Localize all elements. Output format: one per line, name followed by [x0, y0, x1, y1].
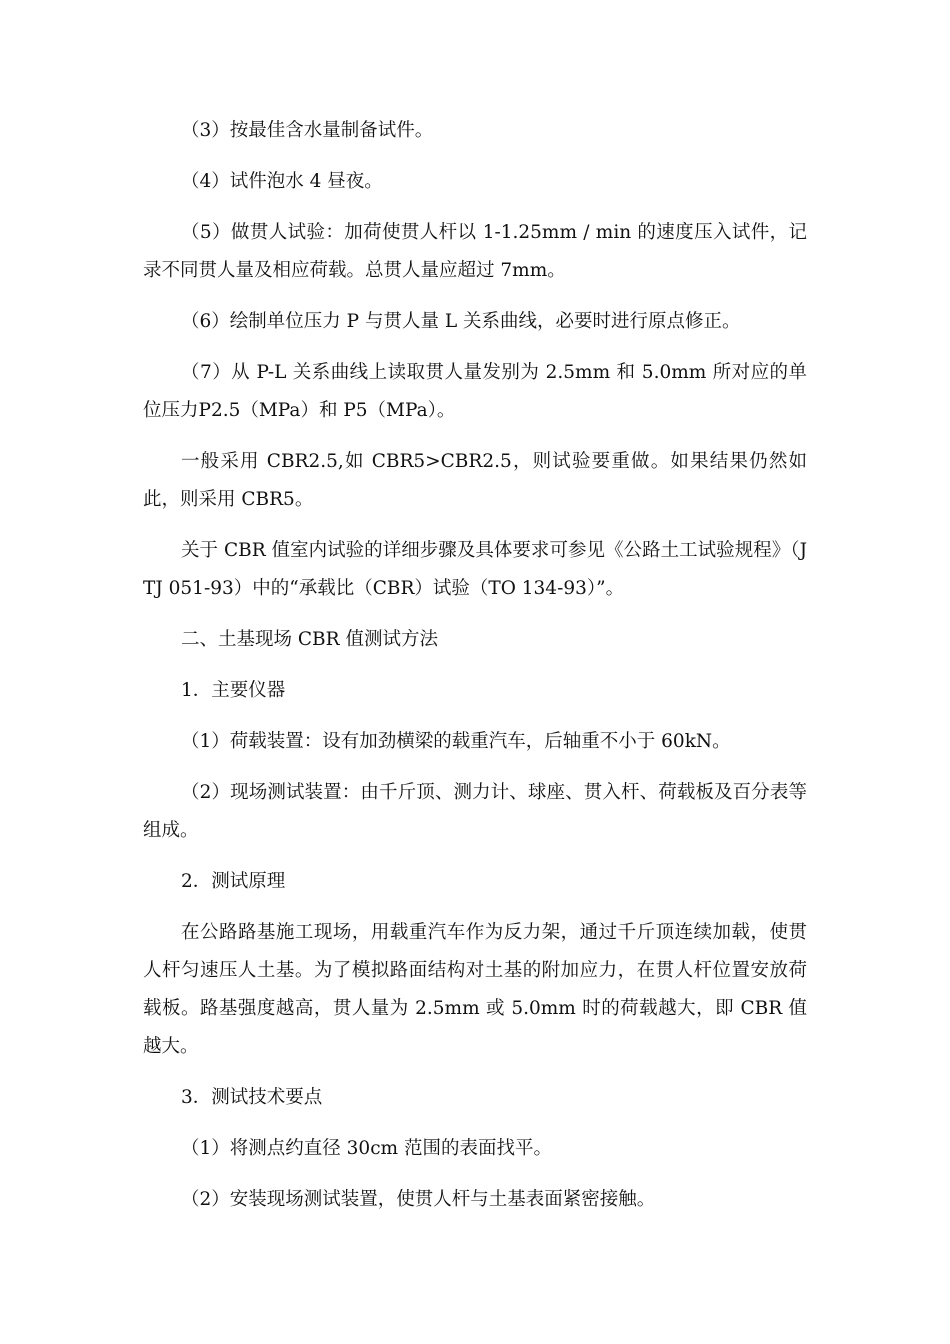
step-5-paragraph: （5）做贯人试验：加荷使贯人杆以 1-1.25mm / min 的速度压入试件，记录不同贯人量及相应荷载。总贯人量应超过 7mm。	[143, 222, 807, 281]
section-heading: 二、土基现场 CBR 值测试方法	[181, 629, 438, 650]
key-point-1-paragraph: （1）将测点约直径 30cm 范围的表面找平。	[181, 1138, 552, 1159]
document-body	[143, 112, 807, 1232]
key-point-2-paragraph: （2）安装现场测试装置，使贯人杆与土基表面紧密接触。	[181, 1189, 656, 1210]
reference-paragraph: 关于 CBR 值室内试验的详细步骤及具体要求可参见《公路土工试验规程》（JTJ 051-93）中的“承载比（CBR）试验（TO 134-93）”。	[143, 540, 807, 599]
step-7-paragraph: （7）从 P-L 关系曲线上读取贯人量发别为 2.5mm 和 5.0mm 所对应的单位压力P2.5（MPa）和 P5（MPa）。	[143, 362, 807, 421]
subsection-heading-principle: 2．测试原理	[181, 871, 286, 892]
subsection-heading-key-points: 3．测试技术要点	[181, 1087, 323, 1108]
instrument-2-paragraph: （2）现场测试装置：由千斤顶、测力计、球座、贯入杆、荷载板及百分表等组成。	[143, 782, 807, 841]
instrument-1-paragraph: （1）荷载装置：设有加劲横梁的载重汽车，后轴重不小于 60kN。	[181, 731, 731, 752]
subsection-heading-instruments: 1．主要仪器	[181, 680, 286, 701]
step-6-paragraph: （6）绘制单位压力 P 与贯人量 L 关系曲线，必要时进行原点修正。	[181, 311, 741, 332]
cbr-selection-paragraph: 一般采用 CBR2.5,如 CBR5>CBR2.5，则试验要重做。如果结果仍然如此，则采用 CBR5。	[143, 451, 807, 510]
step-4-paragraph: （4）试件泡水 4 昼夜。	[181, 171, 383, 192]
step-3-paragraph: （3）按最佳含水量制备试件。	[181, 120, 434, 141]
principle-paragraph: 在公路路基施工现场，用载重汽车作为反力架，通过千斤顶连续加载，使贯人杆匀速压人土基。为了模拟路面结构对土基的附加应力，在贯人杆位置安放荷载板。路基强度越高，贯人量为 2.5mm 或 5.0mm 时的荷载越大，即 CBR 值越大。	[143, 922, 807, 1057]
